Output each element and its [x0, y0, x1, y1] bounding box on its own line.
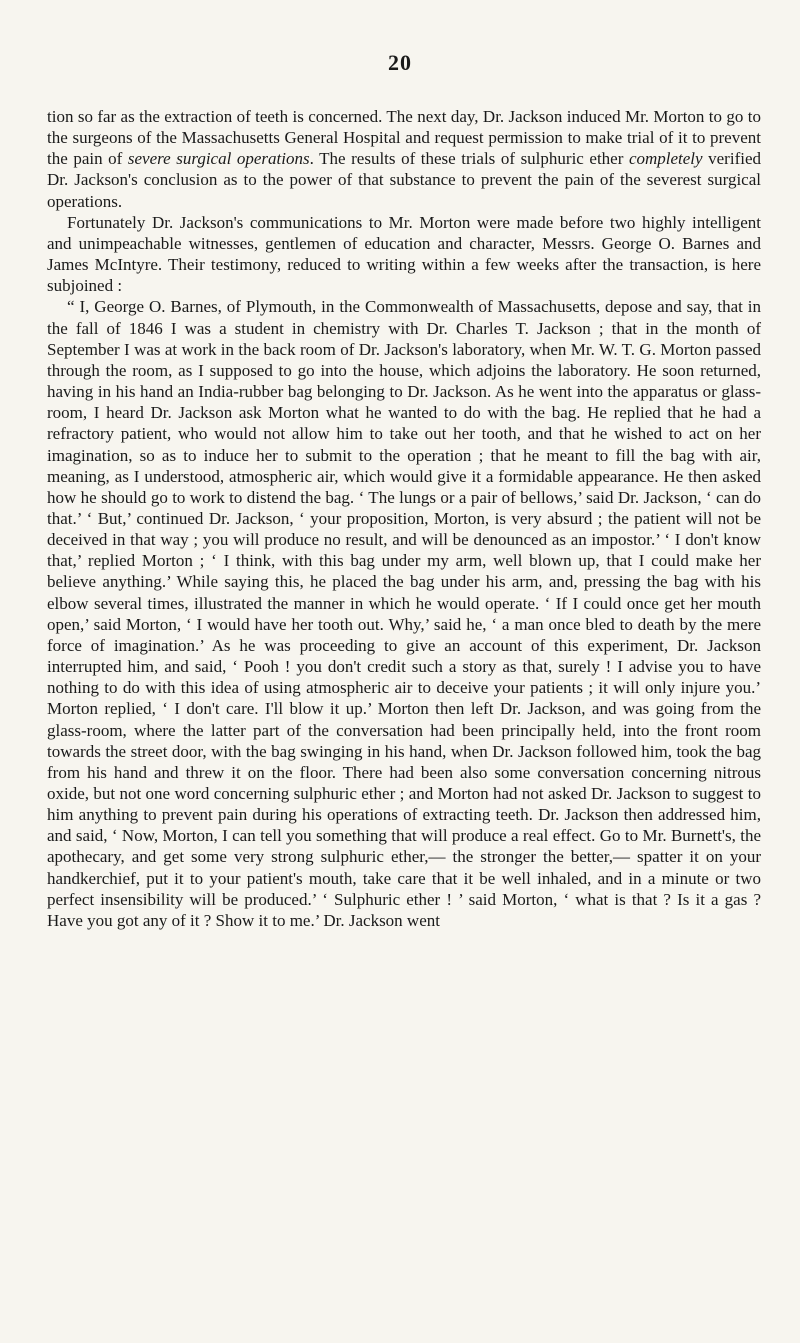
- italic-text: completely: [628, 149, 703, 169]
- text-run: verified Dr. Jackson's conclusion as to the power of that substance to prevent the pain of the severest surgical operations.: [47, 149, 761, 211]
- text-run: . The results of these trials of sulphuric ether: [309, 149, 629, 169]
- italic-text: severe surgical operations: [127, 149, 310, 169]
- text-run: Fortunately Dr. Jackson's communications to Mr. Morton were made before two highly intelligent and unimpeachable witnesses, gentlemen of education and character, Messrs. George O. Barnes and James McIntyre. Their testimony, reduced to writing within a few weeks after the transaction, is here subjoined :: [47, 212, 761, 296]
- page-number: 20: [388, 50, 412, 75]
- paragraph-p2: [47, 212, 761, 297]
- paragraph-p1: [47, 106, 761, 212]
- body-text: [47, 106, 761, 931]
- text-run: tion so far as the extraction of teeth is concerned. The next day, Dr. Jackson induced Mr. Morton to go to the surgeons of the Massachusetts General Hospital and request permission to make trial of it to prevent the pain of: [47, 107, 761, 169]
- text-run: “ I, George O. Barnes, of Plymouth, in the Commonwealth of Massachusetts, depose and say, that in the fall of 1846 I was a student in chemistry with Dr. Charles T. Jackson ; that in the month of September I was at work in the back room of Dr. Jackson's laboratory, when Mr. W. T. G. Morton passed through the room, as I supposed to go into the house, which adjoins the laboratory. He soon returned, having in his hand an India-rubber bag belonging to Dr. Jackson. As he went into the apparatus or glass-room, I heard Dr. Jackson ask Morton what he wanted to do with the bag. He replied that he had a refractory patient, who would not allow him to take out her tooth, and that he wished to act on her imagination, so as to induce her to submit to the operation ; that he meant to fill the bag with air, meaning, as I understood, atmospheric air, which would give it a formidable appearance. He then asked how he should go to work to distend the bag. ‘ The lungs or a pair of bellows,’ said Dr. Jackson, ‘ can do that.’ ‘ But,’ continued Dr. Jackson, ‘ your proposition, Morton, is very absurd ; the patient will not be deceived in that way ; you will produce no result, and will be denounced as an impostor.’ ‘ I don't know that,’ replied Morton ; ‘ I think, with this bag under my arm, well blown up, that I could make her believe anything.’ While saying this, he placed the bag under his arm, and, pressing the bag with his elbow several times, illustrated the manner in which he would operate. ‘ If I could once get her mouth open,’ said Morton, ‘ I would have her tooth out. Why,’ said he, ‘ a man once bled to death by the mere force of imagination.’ As he was proceeding to give an account of this experiment, Dr. Jackson interrupted him, and said, ‘ Pooh ! you don't credit such a story as that, surely ! I advise you to have nothing to do with this idea of using atmospheric air to deceive your patients ; it will only injure you.’ Morton replied, ‘ I don't care. I'll blow it up.’ Morton then left Dr. Jackson, and was going from the glass-room, where the latter part of the conversation had been principally held, into the front room towards the street door, with the bag swinging in his hand, when Dr. Jackson followed him, took the bag from his hand and threw it on the floor. There had been also some conversation concerning nitrous oxide, but not one word concerning sulphuric ether ; and Morton had not asked Dr. Jackson to suggest to him anything to prevent pain during his operations of extracting teeth. Dr. Jackson then addressed him, and said, ‘ Now, Morton, I can tell you something that will produce a real effect. Go to Mr. Burnett's, the apothecary, and get some very strong sulphuric ether,— the stronger the better,— spatter it on your handkerchief, put it to your patient's mouth, take care that it be well inhaled, and in a minute or two perfect insensibility will be produced.’ ‘ Sulphuric ether ! ’ said Morton, ‘ what is that ? Is it a gas ? Have you got any of it ? Show it to me.’ Dr. Jackson went: [47, 297, 761, 930]
- paragraph-p3: [47, 296, 761, 931]
